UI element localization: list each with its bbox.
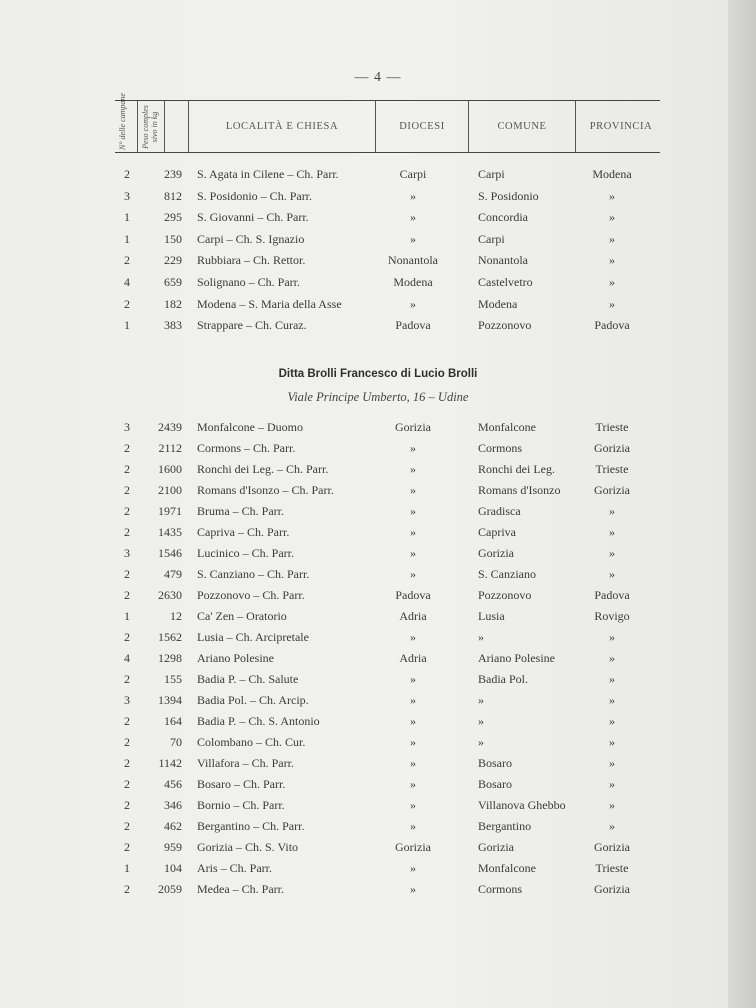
bell-count: 2 [124,672,130,686]
table-row [0,318,728,338]
location-church: Modena – S. Maria della Asse [197,296,342,311]
total-weight: 295 [164,210,182,225]
table-row [0,275,728,295]
total-weight: 2439 [158,420,182,434]
header-weight: Peso comples sivo in kg [141,105,159,149]
comune: Monfalcone [478,420,536,434]
table-row [0,588,728,608]
bell-count: 2 [124,253,130,268]
location-church: Badia Pol. – Ch. Arcip. [197,693,309,707]
total-weight: 1971 [158,504,182,518]
total-weight: 959 [164,840,182,854]
location-church: S. Canziano – Ch. Parr. [197,567,310,581]
location-church: S. Giovanni – Ch. Parr. [197,210,309,225]
bell-count: 2 [124,882,130,896]
total-weight: 2059 [158,882,182,896]
province: Gorizia [594,882,630,896]
province: » [609,798,615,812]
table-row [0,189,728,209]
province: » [609,714,615,728]
total-weight: 1142 [158,756,182,770]
total-weight: 1298 [158,651,182,665]
table-row [0,798,728,818]
total-weight: 155 [164,672,182,686]
diocese: Modena [393,275,433,289]
bell-count: 3 [124,188,130,203]
comune: Cormons [478,882,523,896]
location-church: Bornio – Ch. Parr. [197,798,285,812]
diocese: » [410,777,416,791]
comune: Gorizia [478,840,514,854]
province: » [609,693,615,707]
province: Gorizia [594,441,630,455]
location-church: Solignano – Ch. Parr. [197,275,301,289]
diocese: » [410,504,416,518]
comune: Bergantino [478,819,532,833]
diocese: » [410,798,416,812]
province: Padova [594,588,630,602]
bell-count: 1 [124,210,130,225]
diocese: » [410,296,416,311]
province: » [609,735,615,749]
header-count: N° delle campane [118,93,127,150]
header-comune: COMUNE [497,121,547,132]
location-church: S. Agata in Cilene – Ch. Parr. [197,167,339,181]
table-row [0,672,728,692]
diocese: » [410,525,416,539]
province: Trieste [595,462,629,476]
comune: Lusia [478,609,505,623]
total-weight: 1562 [158,630,182,644]
diocese: » [410,819,416,833]
location-church: Gorizia – Ch. S. Vito [197,840,299,854]
diocese: » [410,210,416,225]
header-diocese: DIOCESI [399,121,445,132]
total-weight: 462 [164,819,182,833]
diocese: » [410,630,416,644]
bell-count: 1 [124,318,130,333]
total-weight: 2100 [158,483,182,497]
table-row [0,462,728,482]
diocese: » [410,567,416,581]
table-row [0,609,728,629]
location-church: Colombano – Ch. Cur. [197,735,306,749]
total-weight: 164 [164,714,182,728]
bell-count: 2 [124,630,130,644]
total-weight: 150 [164,231,182,246]
comune: Bosaro [478,777,512,791]
diocese: Adria [399,651,427,665]
comune: » [478,714,484,728]
bell-count: 4 [124,275,130,289]
diocese: Nonantola [388,253,438,268]
province: » [609,546,615,560]
province: » [609,231,615,246]
comune: Romans d'Isonzo [478,483,561,497]
province: » [609,275,615,289]
province: » [609,525,615,539]
comune: S. Posidonio [478,188,539,203]
diocese: » [410,546,416,560]
total-weight: 104 [164,861,182,875]
location-church: Strappare – Ch. Curaz. [197,318,307,333]
diocese: » [410,188,416,203]
diocese: » [410,714,416,728]
location-church: Ca' Zen – Oratorio [197,609,287,623]
comune: Carpi [478,167,505,181]
total-weight: 1394 [158,693,182,707]
table-row [0,819,728,839]
comune: » [478,735,484,749]
comune: » [478,630,484,644]
table-row [0,525,728,545]
location-church: Villafora – Ch. Parr. [197,756,294,770]
header-province: PROVINCIA [589,121,653,132]
province: Padova [594,318,630,333]
comune: Pozzonovo [478,318,532,333]
total-weight: 12 [170,609,182,623]
bell-count: 2 [124,714,130,728]
bell-count: 1 [124,609,130,623]
page-number: — 4 — [354,70,402,85]
table-row [0,735,728,755]
total-weight: 70 [170,735,182,749]
bell-count: 2 [124,777,130,791]
province: » [609,672,615,686]
comune: Cormons [478,441,523,455]
province: » [609,210,615,225]
diocese: » [410,735,416,749]
diocese: » [410,462,416,476]
bell-count: 3 [124,420,130,434]
header-location: LOCALITÀ E CHIESA [225,121,339,132]
table-row [0,546,728,566]
bell-count: 2 [124,525,130,539]
table-row [0,210,728,230]
comune: Gradisca [478,504,521,518]
bell-count: 2 [124,567,130,581]
total-weight: 2112 [158,441,182,455]
diocese: » [410,756,416,770]
province: » [609,819,615,833]
location-church: Romans d'Isonzo – Ch. Parr. [197,483,334,497]
location-church: Monfalcone – Duomo [197,420,303,434]
bell-count: 2 [124,756,130,770]
bell-count: 2 [124,588,130,602]
table-row [0,630,728,650]
header-bottom-rule [115,152,660,153]
diocese: Padova [395,318,431,333]
location-church: Medea – Ch. Parr. [197,882,284,896]
bell-count: 2 [124,840,130,854]
table-row [0,777,728,797]
province: Rovigo [594,609,630,623]
province: » [609,756,615,770]
province: » [609,253,615,268]
bell-count: 2 [124,462,130,476]
table-row [0,420,728,440]
total-weight: 456 [164,777,182,791]
bell-count: 1 [124,861,130,875]
total-weight: 229 [164,253,182,268]
comune: S. Canziano [478,567,536,581]
province: Modena [592,167,632,181]
total-weight: 2630 [158,588,182,602]
location-church: Bruma – Ch. Parr. [197,504,284,518]
table-row [0,756,728,776]
bell-count: 3 [124,693,130,707]
bell-count: 2 [124,735,130,749]
table-row [0,441,728,461]
location-church: Rubbiara – Ch. Rettor. [197,253,306,268]
bell-count: 4 [124,651,130,665]
header-divider [164,101,165,152]
bell-count: 2 [124,296,130,311]
table-row [0,840,728,860]
diocese: » [410,231,416,246]
total-weight: 659 [164,275,182,289]
bell-count: 2 [124,819,130,833]
diocese: » [410,882,416,896]
comune: Pozzonovo [478,588,532,602]
location-church: Lucinico – Ch. Parr. [197,546,294,560]
location-church: S. Posidonio – Ch. Parr. [197,188,313,203]
province: » [609,630,615,644]
comune: Ariano Polesine [478,651,555,665]
province: Gorizia [594,483,630,497]
comune: Bosaro [478,756,512,770]
province: » [609,777,615,791]
comune: Gorizia [478,546,514,560]
total-weight: 182 [164,296,182,311]
header-divider [188,101,189,152]
location-church: Aris – Ch. Parr. [197,861,272,875]
bell-count: 2 [124,483,130,497]
location-church: Cormons – Ch. Parr. [197,441,296,455]
comune: Modena [478,296,518,311]
table-row [0,232,728,252]
comune: Concordia [478,210,528,225]
table-row [0,297,728,317]
bell-count: 2 [124,798,130,812]
province: Trieste [595,861,629,875]
province: Trieste [595,420,629,434]
province: » [609,188,615,203]
total-weight: 239 [164,167,182,181]
bell-count: 2 [124,167,130,181]
table-row [0,861,728,881]
total-weight: 346 [164,798,182,812]
diocese: » [410,861,416,875]
location-church: Pozzonovo – Ch. Parr. [197,588,305,602]
total-weight: 1546 [158,546,182,560]
location-church: Bergantino – Ch. Parr. [197,819,305,833]
table-row [0,714,728,734]
total-weight: 479 [164,567,182,581]
location-church: Bosaro – Ch. Parr. [197,777,286,791]
diocese: » [410,483,416,497]
table-row [0,882,728,902]
diocese: Adria [399,609,427,623]
diocese: » [410,693,416,707]
comune: Carpi [478,231,505,246]
province: » [609,651,615,665]
comune: Monfalcone [478,861,536,875]
location-church: Badia P. – Ch. S. Antonio [197,714,320,728]
table-row [0,693,728,713]
table-row [0,253,728,273]
province: Gorizia [594,840,630,854]
province: » [609,567,615,581]
location-church: Carpi – Ch. S. Ignazio [197,231,305,246]
bell-count: 3 [124,546,130,560]
page-edge-shadow [728,0,756,1008]
location-church: Lusia – Ch. Arcipretale [197,630,309,644]
diocese: Gorizia [395,840,431,854]
firm-address: Viale Principe Umberto, 16 – Udine [287,390,469,404]
bell-count: 1 [124,231,130,246]
header-divider [137,101,138,152]
comune: Castelvetro [478,275,533,289]
comune: Villanova Ghebbo [478,798,566,812]
location-church: Ronchi dei Leg. – Ch. Parr. [197,462,329,476]
comune: Capriva [478,525,516,539]
diocese: » [410,441,416,455]
location-church: Ariano Polesine [197,651,274,665]
table-row [0,567,728,587]
diocese: Gorizia [395,420,431,434]
comune: Badia Pol. [478,672,528,686]
comune: Ronchi dei Leg. [478,462,555,476]
firm-title: Ditta Brolli Francesco di Lucio Brolli [278,368,478,380]
diocese: Padova [395,588,431,602]
bell-count: 2 [124,441,130,455]
location-church: Capriva – Ch. Parr. [197,525,290,539]
table-row [0,167,728,187]
table-row [0,504,728,524]
province: » [609,296,615,311]
bell-count: 2 [124,504,130,518]
table-row [0,651,728,671]
comune: Nonantola [478,253,528,268]
total-weight: 1435 [158,525,182,539]
table-row [0,483,728,503]
total-weight: 1600 [158,462,182,476]
comune: » [478,693,484,707]
diocese: Carpi [399,167,427,181]
header-top-rule [115,100,660,101]
location-church: Badia P. – Ch. Salute [197,672,299,686]
diocese: » [410,672,416,686]
total-weight: 812 [164,188,182,203]
total-weight: 383 [164,318,182,333]
province: » [609,504,615,518]
